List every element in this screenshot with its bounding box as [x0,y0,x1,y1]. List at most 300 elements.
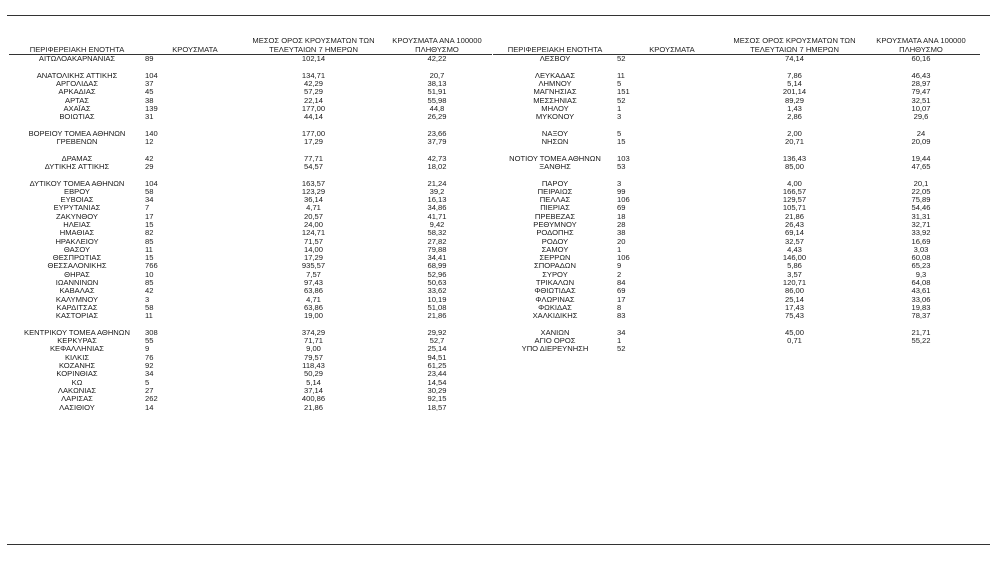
cases-cell: 5 [145,377,150,387]
per100k-cell: 42,73 [427,153,447,163]
cases-cell: 262 [145,394,158,404]
mean7-cell: 129,57 [782,195,807,205]
region-cell: ΧΑΝΙΩΝ [540,327,570,337]
per100k-cell: 33,92 [911,228,931,238]
region-cell: ΔΥΤΙΚΟΥ ΤΟΜΕΑ ΑΘΗΝΩΝ [29,178,125,188]
mean7-cell: 134,71 [301,70,326,80]
mean7-cell: 89,29 [784,95,804,105]
mean7-cell: 32,57 [784,236,804,246]
header-per100k: ΚΡΟΥΣΜΑΤΑ ΑΝΑ 100000 ΠΛΗΘΥΣΜΟ [862,34,980,55]
cases-cell: 18 [617,211,626,221]
mean7-cell: 57,29 [303,87,323,97]
per100k-cell: 64,08 [911,278,931,288]
mean7-cell: 124,71 [301,228,326,238]
cases-cell: 85 [145,278,154,288]
region-cell: ΒΟΡΕΙΟΥ ΤΟΜΕΑ ΑΘΗΝΩΝ [28,128,126,138]
cases-cell: 28 [617,219,626,229]
per100k-cell: 52,7 [429,336,445,346]
per100k-cell: 26,29 [427,112,447,122]
cases-cell: 10 [145,269,154,279]
region-cell: ΦΩΚΙΔΑΣ [538,302,572,312]
mean7-cell: 166,57 [782,186,807,196]
mean7-cell: 75,43 [784,311,804,321]
region-cell: ΡΕΘΥΜΝΟΥ [533,219,577,229]
cases-cell: 37 [145,78,154,88]
table-row [9,312,492,320]
per100k-cell: 50,63 [427,278,447,288]
mean7-cell: 3,57 [787,269,802,279]
cases-cell: 69 [617,203,626,213]
table-body-left [9,55,492,412]
mean7-cell: 25,14 [784,294,804,304]
cases-cell: 42 [145,286,154,296]
cases-cell: 2 [617,269,622,279]
table-row [9,403,492,411]
per100k-cell: 25,14 [427,344,447,354]
region-cell: ΞΑΝΘΗΣ [539,161,571,171]
per100k-cell: 46,43 [911,70,931,80]
per100k-cell: 75,89 [911,195,931,205]
mean7-cell: 177,00 [301,103,326,113]
region-cell: ΚΕΡΚΥΡΑΣ [57,336,97,346]
region-cell: ΠΕΛΛΑΣ [539,195,571,205]
region-cell: ΤΡΙΚΑΛΩΝ [535,278,575,288]
region-cell: ΛΗΜΝΟΥ [538,78,572,88]
mean7-cell: 97,43 [303,278,323,288]
mean7-cell: 163,57 [301,178,326,188]
mean7-cell: 177,00 [301,128,326,138]
mean7-cell: 935,57 [301,261,326,271]
region-cell: ΜΑΓΝΗΣΙΑΣ [533,87,577,97]
cases-cell: 140 [145,128,158,138]
region-cell: ΘΗΡΑΣ [64,269,90,279]
region-cell: ΑΝΑΤΟΛΙΚΗΣ ΑΤΤΙΚΗΣ [36,70,118,80]
header-per100k: ΚΡΟΥΣΜΑΤΑ ΑΝΑ 100000 ΠΛΗΘΥΣΜΟ [382,34,492,55]
per100k-cell: 60,16 [911,54,931,64]
mean7-cell: 71,57 [303,236,323,246]
region-cell: ΚΑΒΑΛΑΣ [59,286,95,296]
per100k-cell: 14,54 [427,377,447,387]
cases-cell: 55 [145,336,154,346]
cases-cell: 3 [617,178,622,188]
per100k-cell: 41,71 [427,211,447,221]
cases-cell: 84 [617,278,626,288]
mean7-cell: 22,14 [303,95,323,105]
per100k-cell: 32,71 [911,219,931,229]
mean7-cell: 42,29 [303,78,323,88]
table-row [9,163,492,171]
per100k-cell: 47,65 [911,161,931,171]
region-cell: ΠΕΙΡΑΙΩΣ [537,186,573,196]
table-row [9,55,492,64]
mean7-cell: 20,57 [303,211,323,221]
header-mean7: ΜΕΣΟΣ ΟΡΟΣ ΚΡΟΥΣΜΑΤΩΝ ΤΩΝ ΤΕΛΕΥΤΑΙΩΝ 7 ΗΜΕΡΩΝ [727,34,862,55]
region-cell: ΕΒΡΟΥ [64,186,90,196]
mean7-cell: 0,71 [787,336,802,346]
region-cell: ΑΓΙΟ ΟΡΟΣ [534,336,576,346]
per100k-cell: 55,98 [427,95,447,105]
cases-cell: 27 [145,385,154,395]
cases-cell: 15 [617,137,626,147]
region-cell: ΣΕΡΡΩΝ [539,253,571,263]
per100k-cell: 18,57 [427,402,447,412]
region-cell: ΕΥΡΥΤΑΝΙΑΣ [53,203,101,213]
per100k-cell: 61,25 [427,361,447,371]
cases-cell: 52 [617,344,626,354]
mean7-cell: 4,00 [787,178,802,188]
cases-cell: 1 [617,336,622,346]
cases-cell: 92 [145,361,154,371]
cases-cell: 9 [617,261,622,271]
mean7-cell: 102,14 [301,54,326,64]
per100k-cell: 79,47 [911,87,931,97]
cases-cell: 15 [145,219,154,229]
region-cell: ΛΑΚΩΝΙΑΣ [57,385,97,395]
cases-cell: 85 [145,236,154,246]
cases-cell: 38 [145,95,154,105]
per100k-cell: 30,29 [427,385,447,395]
per100k-cell: 10,07 [911,103,931,113]
mean7-cell: 74,14 [784,54,804,64]
cases-cell: 8 [617,302,622,312]
mean7-cell: 69,14 [784,228,804,238]
per100k-cell: 39,2 [429,186,445,196]
per100k-cell: 10,19 [427,294,447,304]
per100k-cell: 29,92 [427,327,447,337]
region-cell: ΚΕΝΤΡΙΚΟΥ ΤΟΜΕΑ ΑΘΗΝΩΝ [24,327,130,337]
mean7-cell: 50,29 [303,369,323,379]
cases-cell: 83 [617,311,626,321]
mean7-cell: 79,57 [303,352,323,362]
per100k-cell: 34,86 [427,203,447,213]
per100k-cell: 20,1 [913,178,929,188]
region-cell: ΛΕΣΒΟΥ [539,54,571,64]
per100k-cell: 21,86 [427,311,447,321]
per100k-cell: 19,83 [911,302,931,312]
per100k-cell: 68,99 [427,261,447,271]
per100k-cell: 44,8 [429,103,445,113]
cases-cell: 76 [145,352,154,362]
cases-cell: 3 [617,112,622,122]
cases-cell: 106 [617,253,630,263]
cases-cell: 766 [145,261,158,271]
cases-cell: 11 [145,311,153,321]
cases-cell: 99 [617,186,626,196]
cases-table-left [9,34,492,412]
region-cell: ΠΑΡΟΥ [541,178,569,188]
per100k-cell: 52,96 [427,269,447,279]
mean7-cell: 17,43 [784,302,804,312]
mean7-cell: 19,00 [303,311,323,321]
per100k-cell: 65,23 [911,261,931,271]
cases-cell: 58 [145,186,154,196]
region-cell: ΜΕΣΣΗΝΙΑΣ [533,95,577,105]
mean7-cell: 201,14 [782,87,807,97]
mean7-cell: 63,86 [303,302,323,312]
cases-cell: 15 [145,253,154,263]
cases-cell: 11 [617,70,625,80]
region-cell: ΡΟΔΟΥ [541,236,569,246]
region-cell: ΝΟΤΙΟΥ ΤΟΜΕΑ ΑΘΗΝΩΝ [509,153,601,163]
region-cell: ΖΑΚΥΝΘΟΥ [56,211,98,221]
cases-cell: 106 [617,195,630,205]
mean7-cell: 5,86 [787,261,802,271]
mean7-cell: 4,71 [306,203,321,213]
table-header-row [9,34,492,55]
cases-table-right [493,34,980,354]
cases-cell: 1 [617,103,622,113]
table-body-right [493,55,980,354]
cases-cell: 104 [145,178,158,188]
table-row [493,312,980,320]
cases-cell: 34 [617,327,626,337]
per100k-cell: 9,42 [429,219,445,229]
per100k-cell: 54,46 [911,203,931,213]
region-cell: ΠΙΕΡΙΑΣ [540,203,570,213]
per100k-cell: 16,13 [427,195,447,205]
region-cell: ΙΩΑΝΝΙΝΩΝ [55,278,99,288]
mean7-cell: 120,71 [782,278,807,288]
cases-cell: 31 [145,112,154,122]
mean7-cell: 7,57 [306,269,321,279]
cases-cell: 34 [145,195,154,205]
cases-cell: 139 [145,103,158,113]
header-cases: ΚΡΟΥΣΜΑΤΑ [145,34,245,55]
cases-cell: 5 [617,128,622,138]
region-cell: ΚΕΦΑΛΛΗΝΙΑΣ [49,344,105,354]
mean7-cell: 14,00 [303,244,323,254]
mean7-cell: 374,29 [301,327,326,337]
header-mean7: ΜΕΣΟΣ ΟΡΟΣ ΚΡΟΥΣΜΑΤΩΝ ΤΩΝ ΤΕΛΕΥΤΑΙΩΝ 7 ΗΜΕΡΩΝ [245,34,382,55]
mean7-cell: 24,00 [303,219,323,229]
per100k-cell [862,345,980,353]
region-cell: ΦΘΙΩΤΙΔΑΣ [534,286,576,296]
cases-cell: 34 [145,369,154,379]
table-header-row [493,34,980,55]
per100k-cell: 29,6 [913,112,929,122]
cases-cell: 151 [617,87,630,97]
region-cell: ΕΥΒΟΙΑΣ [60,195,94,205]
mean7-cell: 71,71 [303,336,323,346]
mean7-cell: 7,86 [787,70,802,80]
per100k-cell: 21,71 [911,327,931,337]
top-rule [7,15,990,16]
region-cell: ΘΕΣΣΑΛΟΝΙΚΗΣ [47,261,107,271]
per100k-cell: 23,66 [427,128,447,138]
region-cell: ΡΟΔΟΠΗΣ [536,228,574,238]
per100k-cell: 22,05 [911,186,931,196]
per100k-cell: 92,15 [427,394,447,404]
per100k-cell: 27,82 [427,236,447,246]
cases-cell: 45 [145,87,154,97]
cases-cell: 69 [617,286,626,296]
cases-cell: 17 [145,211,154,221]
table-row [493,345,980,353]
region-cell: ΑΙΤΩΛΟΑΚΑΡΝΑΝΙΑΣ [38,54,116,64]
cases-cell: 29 [145,161,154,171]
mean7-cell: 1,43 [787,103,802,113]
mean7-cell: 26,43 [784,219,804,229]
table-row [493,138,980,146]
mean7-cell: 4,43 [787,244,802,254]
per100k-cell: 24 [916,128,926,138]
mean7-cell: 21,86 [303,402,323,412]
region-cell: ΔΡΑΜΑΣ [61,153,93,163]
per100k-cell: 78,37 [911,311,931,321]
mean7-cell: 21,86 [784,211,804,221]
region-cell: ΓΡΕΒΕΝΩΝ [56,137,98,147]
region-cell: ΛΑΡΙΣΑΣ [61,394,93,404]
cases-cell: 7 [145,203,150,213]
cases-cell: 52 [617,54,626,64]
region-cell: ΝΑΞΟΥ [541,128,569,138]
region-cell: ΑΧΑΪΑΣ [63,103,91,113]
region-cell: ΚΟΡΙΝΘΙΑΣ [56,369,98,379]
region-cell: ΚΑΛΥΜΝΟΥ [55,294,99,304]
mean7-cell: 36,14 [303,195,323,205]
mean7-cell: 77,71 [303,153,323,163]
per100k-cell: 51,91 [427,87,447,97]
region-cell: ΣΠΟΡΑΔΩΝ [534,261,576,271]
per100k-cell: 33,62 [427,286,447,296]
per100k-cell: 23,44 [427,369,447,379]
region-cell: ΚΟΖΑΝΗΣ [58,361,96,371]
cases-cell: 308 [145,327,158,337]
cases-cell: 58 [145,302,154,312]
per100k-cell: 28,97 [911,78,931,88]
mean7-cell [727,345,862,353]
per100k-cell: 3,03 [913,244,929,254]
header-region: ΠΕΡΙΦΕΡΕΙΑΚΗ ΕΝΟΤΗΤΑ [9,34,145,55]
region-cell: ΚΑΡΔΙΤΣΑΣ [56,302,98,312]
region-cell: ΚΩ [71,377,83,387]
per100k-cell: 31,31 [911,211,931,221]
cases-cell: 14 [145,402,154,412]
mean7-cell: 20,71 [784,137,804,147]
mean7-cell: 9,00 [306,344,321,354]
header-region: ΠΕΡΙΦΕΡΕΙΑΚΗ ΕΝΟΤΗΤΑ [493,34,617,55]
region-cell: ΑΡΚΑΔΙΑΣ [58,87,96,97]
per100k-cell: 20,7 [429,70,445,80]
cases-cell: 9 [145,344,150,354]
region-cell: ΥΠΟ ΔΙΕΡΕΥΝΗΣΗ [521,344,589,354]
mean7-cell: 86,00 [784,286,804,296]
mean7-cell: 17,29 [303,137,323,147]
per100k-cell: 19,44 [911,153,931,163]
cases-cell: 12 [145,137,154,147]
table-row [9,113,492,121]
mean7-cell: 54,57 [303,161,323,171]
per100k-cell: 18,02 [427,161,447,171]
table-row [493,113,980,121]
per100k-cell: 43,61 [911,286,931,296]
table-row [493,55,980,64]
region-cell: ΘΕΣΠΡΩΤΙΑΣ [52,253,102,263]
mean7-cell: 123,29 [301,186,326,196]
cases-cell: 11 [145,244,153,254]
mean7-cell: 118,43 [302,361,325,371]
cases-cell: 3 [145,294,150,304]
cases-cell: 5 [617,78,622,88]
per100k-cell: 32,51 [911,95,931,105]
mean7-cell: 2,00 [787,128,802,138]
per100k-cell: 21,24 [427,178,447,188]
cases-cell: 42 [145,153,154,163]
mean7-cell: 63,86 [303,286,323,296]
per100k-cell: 20,09 [911,137,931,147]
cases-cell: 52 [617,95,626,105]
region-cell: ΗΜΑΘΙΑΣ [59,228,95,238]
cases-cell: 20 [617,236,626,246]
region-cell: ΧΑΛΚΙΔΙΚΗΣ [532,311,578,321]
region-cell: ΝΗΣΩΝ [541,137,569,147]
mean7-cell: 400,86 [301,394,326,404]
region-cell: ΘΑΣΟΥ [63,244,91,254]
mean7-cell: 37,14 [303,385,323,395]
header-cases: ΚΡΟΥΣΜΑΤΑ [617,34,727,55]
per100k-cell: 55,22 [911,336,931,346]
cases-cell: 103 [617,153,630,163]
per100k-cell: 9,3 [915,269,927,279]
mean7-cell: 5,14 [306,377,321,387]
mean7-cell: 44,14 [303,112,323,122]
per100k-cell: 37,79 [427,137,447,147]
region-cell: ΣΥΡΟΥ [542,269,568,279]
mean7-cell: 136,43 [782,153,807,163]
region-cell: ΗΛΕΙΑΣ [63,219,91,229]
per100k-cell: 33,06 [911,294,931,304]
mean7-cell: 85,00 [784,161,804,171]
table-row [9,138,492,146]
per100k-cell: 60,08 [911,253,931,263]
per100k-cell: 34,41 [427,253,447,263]
region-cell: ΜΥΚΟΝΟΥ [535,112,575,122]
mean7-cell: 4,71 [306,294,321,304]
region-cell: ΑΡΓΟΛΙΔΑΣ [55,78,99,88]
region-cell: ΚΙΛΚΙΣ [64,352,90,362]
cases-cell: 1 [617,244,622,254]
region-cell: ΗΡΑΚΛΕΙΟΥ [55,236,99,246]
region-cell: ΚΑΣΤΟΡΙΑΣ [55,311,99,321]
region-cell: ΣΑΜΟΥ [541,244,569,254]
region-cell: ΦΛΩΡΙΝΑΣ [535,294,575,304]
mean7-cell: 5,14 [787,78,802,88]
per100k-cell: 42,22 [427,54,447,64]
cases-cell: 38 [617,228,626,238]
cases-cell: 89 [145,54,154,64]
per100k-cell: 51,08 [427,302,447,312]
mean7-cell: 2,86 [787,112,802,122]
cases-cell: 104 [145,70,158,80]
per100k-cell: 94,51 [427,352,447,362]
per100k-cell: 79,88 [427,244,447,254]
mean7-cell: 146,00 [782,253,807,263]
cases-cell: 82 [145,228,154,238]
region-cell: ΠΡΕΒΕΖΑΣ [534,211,576,221]
per100k-cell: 16,69 [911,236,931,246]
mean7-cell: 45,00 [784,327,804,337]
region-cell: ΛΕΥΚΑΔΑΣ [534,70,576,80]
region-cell: ΛΑΣΙΘΙΟΥ [59,402,95,412]
cases-cell: 53 [617,161,626,171]
table-row [493,163,980,171]
mean7-cell: 105,71 [782,203,807,213]
per100k-cell: 38,13 [427,78,447,88]
region-cell: ΒΟΙΩΤΙΑΣ [59,112,95,122]
cases-cell: 17 [617,294,626,304]
region-cell: ΜΗΛΟΥ [541,103,569,113]
mean7-cell: 17,29 [303,253,323,263]
